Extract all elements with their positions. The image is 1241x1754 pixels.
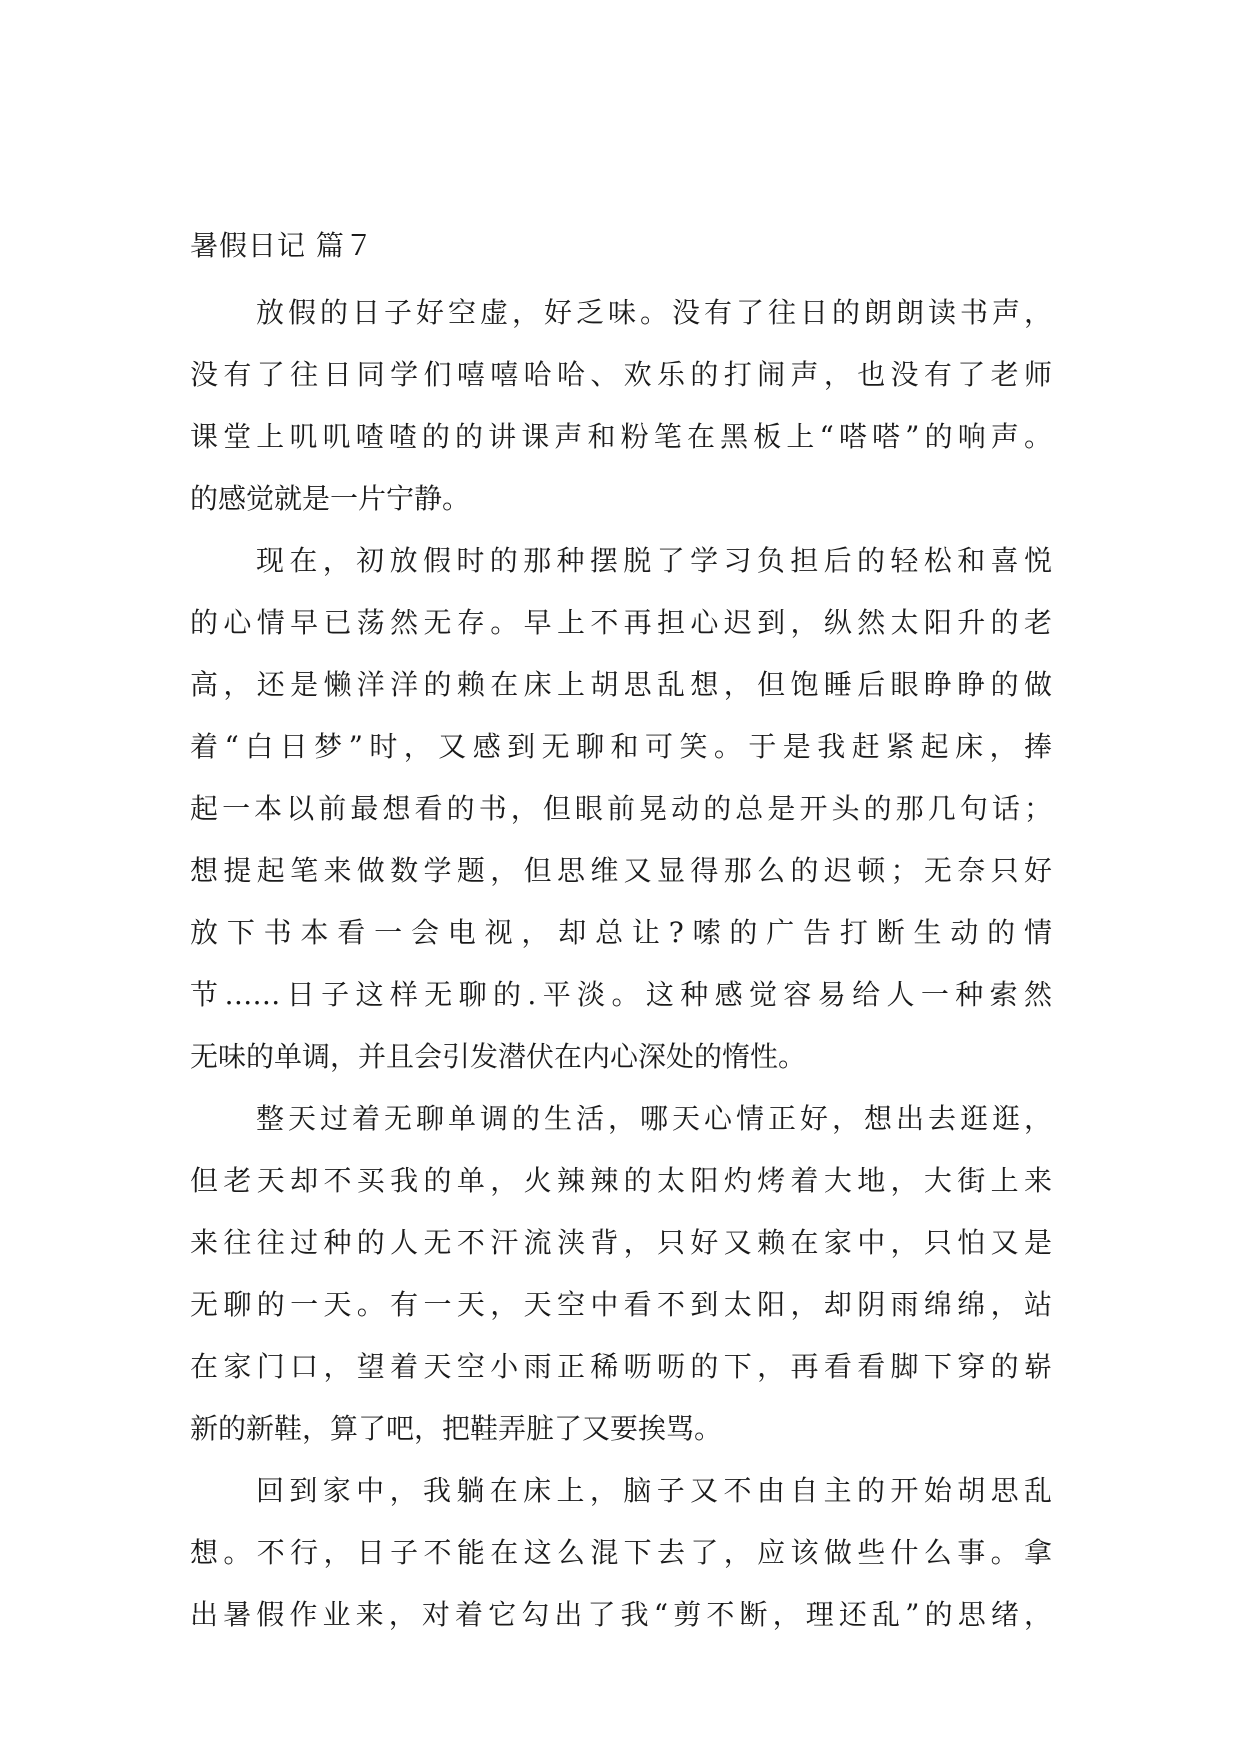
paragraph-line: 现在，初放假时的那种摆脱了学习负担后的轻松和喜悦 — [256, 544, 1052, 577]
paragraph-line: 回到家中，我躺在床上，脑子又不由自主的开始胡思乱 — [256, 1474, 1052, 1507]
paragraph-line: 课堂上叽叽喳喳的的讲课声和粉笔在黑板上“嗒嗒”的响声。 — [190, 420, 1052, 453]
paragraph-line: 想提起笔来做数学题，但思维又显得那么的迟顿；无奈只好 — [190, 854, 1052, 887]
paragraph-line: 高，还是懒洋洋的赖在床上胡思乱想，但饱睡后眼睁睁的做 — [190, 668, 1052, 701]
paragraph-line: 的心情早已荡然无存。早上不再担心迟到，纵然太阳升的老 — [190, 606, 1052, 639]
paragraph-line: 没有了往日同学们嘻嘻哈哈、欢乐的打闹声，也没有了老师 — [190, 358, 1052, 391]
paragraph-line: 着“白日梦”时，又感到无聊和可笑。于是我赶紧起床，捧 — [190, 730, 1052, 763]
document-title: 暑假日记 篇７ — [190, 229, 374, 262]
paragraph-4 — [190, 1460, 1052, 1646]
paragraph-3 — [190, 1088, 1052, 1460]
paragraph-line: 的感觉就是一片宁静。 — [190, 482, 471, 515]
paragraph-line: 节……日子这样无聊的.平淡。这种感觉容易给人一种索然 — [190, 978, 1052, 1011]
paragraph-line: 放下书本看一会电视，却总让?嗦的广告打断生动的情 — [190, 916, 1052, 949]
paragraph-line: 在家门口，望着天空小雨正稀呖呖的下，再看看脚下穿的崭 — [190, 1350, 1052, 1383]
paragraph-line: 出暑假作业来，对着它勾出了我“剪不断，理还乱”的思绪， — [190, 1598, 1052, 1631]
paragraph-line: 来往往过种的人无不汗流浃背，只好又赖在家中，只怕又是 — [190, 1226, 1052, 1259]
paragraph-line: 无味的单调，并且会引发潜伏在内心深处的惰性。 — [190, 1040, 807, 1073]
paragraph-1 — [190, 282, 1052, 530]
paragraph-line: 新的新鞋，算了吧，把鞋弄脏了又要挨骂。 — [190, 1412, 723, 1445]
paragraph-line: 整天过着无聊单调的生活，哪天心情正好，想出去逛逛， — [256, 1102, 1052, 1135]
paragraph-line: 放假的日子好空虚，好乏味。没有了往日的朗朗读书声， — [256, 296, 1052, 329]
document-body — [190, 222, 1052, 1646]
paragraph-2 — [190, 530, 1052, 1088]
paragraph-line: 但老天却不买我的单，火辣辣的太阳灼烤着大地，大街上来 — [190, 1164, 1052, 1197]
paragraph-line: 想。不行，日子不能在这么混下去了，应该做些什么事。拿 — [190, 1536, 1052, 1569]
paragraph-line: 无聊的一天。有一天，天空中看不到太阳，却阴雨绵绵，站 — [190, 1288, 1052, 1321]
paragraph-line: 起一本以前最想看的书，但眼前晃动的总是开头的那几句话； — [190, 792, 1052, 825]
